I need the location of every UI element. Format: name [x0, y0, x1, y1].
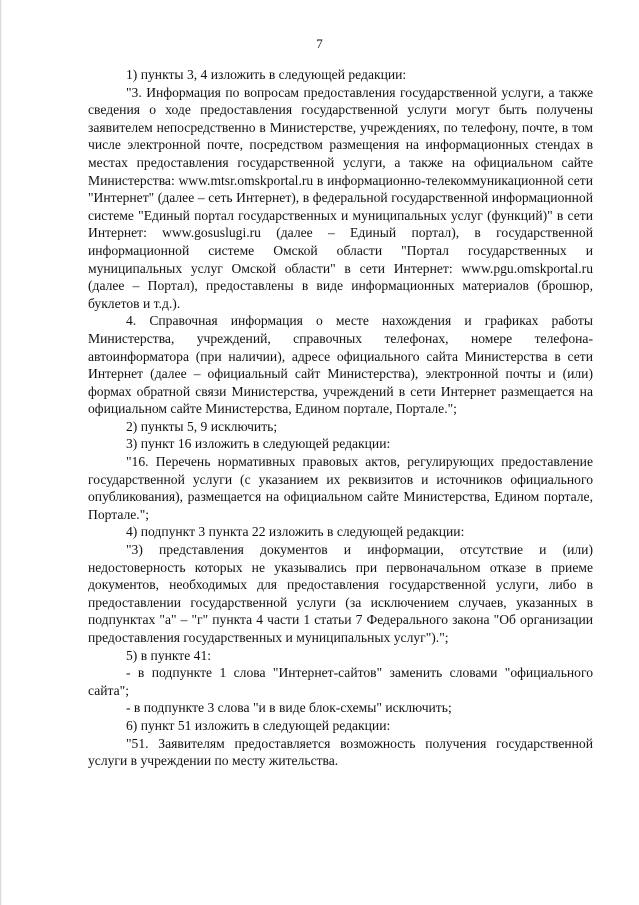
paragraph-item-4: 4) подпункт 3 пункта 22 изложить в следующей редакции: — [126, 524, 465, 540]
paragraph-point-3: "3. Информация по вопросам предоставления государственной услуги, а также сведения о ходе предоставления государственной услуги могут быть получены заявителем непосредственно в Министерстве, учреждениях, по телефону, почте, в том числе электронной почте, посредством размещения на информационных стендах в местах предоставления государственной услуги, а также на официальном сайте Министерства: www.mtsr.omskportal.ru в информационно-телекоммуникационной сети "Интернет" (далее – сеть Интернет), в федеральной государственной информационной системе "Единый портал государственных и муниципальных услуг (функций)" в сети Интернет: www.gosuslugi.ru (далее – Единый портал), в государственной информационной системе Омской области "Портал государственных и муниципальных услуг Омской области" в сети Интернет: www.pgu.omskportal.ru (далее – Портал), предоставлены в виде информационных материалов (брошюр, буклетов и т.д.). — [88, 84, 593, 311]
scan-edge — [0, 0, 2, 905]
paragraph-dash-2: - в подпункте 3 слова "и в виде блок-схемы" исключить; — [126, 700, 452, 716]
paragraph-point-51: "51. Заявителям предоставляется возможность получения государственной услуги в учреждении по месту жительства. — [88, 735, 593, 769]
paragraph-item-2: 2) пункты 5, 9 исключить; — [126, 418, 278, 434]
document-body — [88, 66, 593, 770]
paragraph-dash-1: - в подпункте 1 слова "Интернет-сайтов" заменить словами "официального сайта"; — [88, 665, 593, 698]
paragraph-item-6: 6) пункт 51 изложить в следующей редакции: — [126, 717, 391, 733]
paragraph-point-16: "16. Перечень нормативных правовых актов, регулирующих предоставление государственной услуги (с указанием их реквизитов и источников официального опубликования), размещается на официальном сайте Министерства, Едином портале, Портале."; — [88, 454, 593, 522]
paragraph-item-1: 1) пункты 3, 4 изложить в следующей редакции: — [126, 67, 407, 82]
paragraph-item-3: 3) пункт 16 изложить в следующей редакции: — [126, 436, 391, 452]
paragraph-item-5: 5) в пункте 41: — [126, 647, 212, 663]
paragraph-subpoint-3: "3) представления документов и информации, отсутствие и (или) недостоверность которых не указывались при первоначальном отказе в приеме документов, необходимых для предоставления государственной услуги, либо в предоставлении государственной услуги (за исключением случаев, указанных в подпунктах "а" – "г" пункта 4 части 1 статьи 7 Федерального закона "Об организации предоставления государственных и муниципальных услуг")."; — [88, 542, 593, 645]
page-number: 7 — [316, 36, 323, 51]
paragraph-point-4: 4. Справочная информация о месте нахождения и графиках работы Министерства, учреждений, справочных телефонах, номере телефона-автоинформатора (при наличии), адресе официального сайта Министерства в сети Интернет (далее – официальный сайт Министерства), электронной почты и (или) формах обратной связи Министерства, учреждений в сети Интернет размещается на официальном сайте Министерства, Едином портале, Портале."; — [88, 313, 593, 417]
